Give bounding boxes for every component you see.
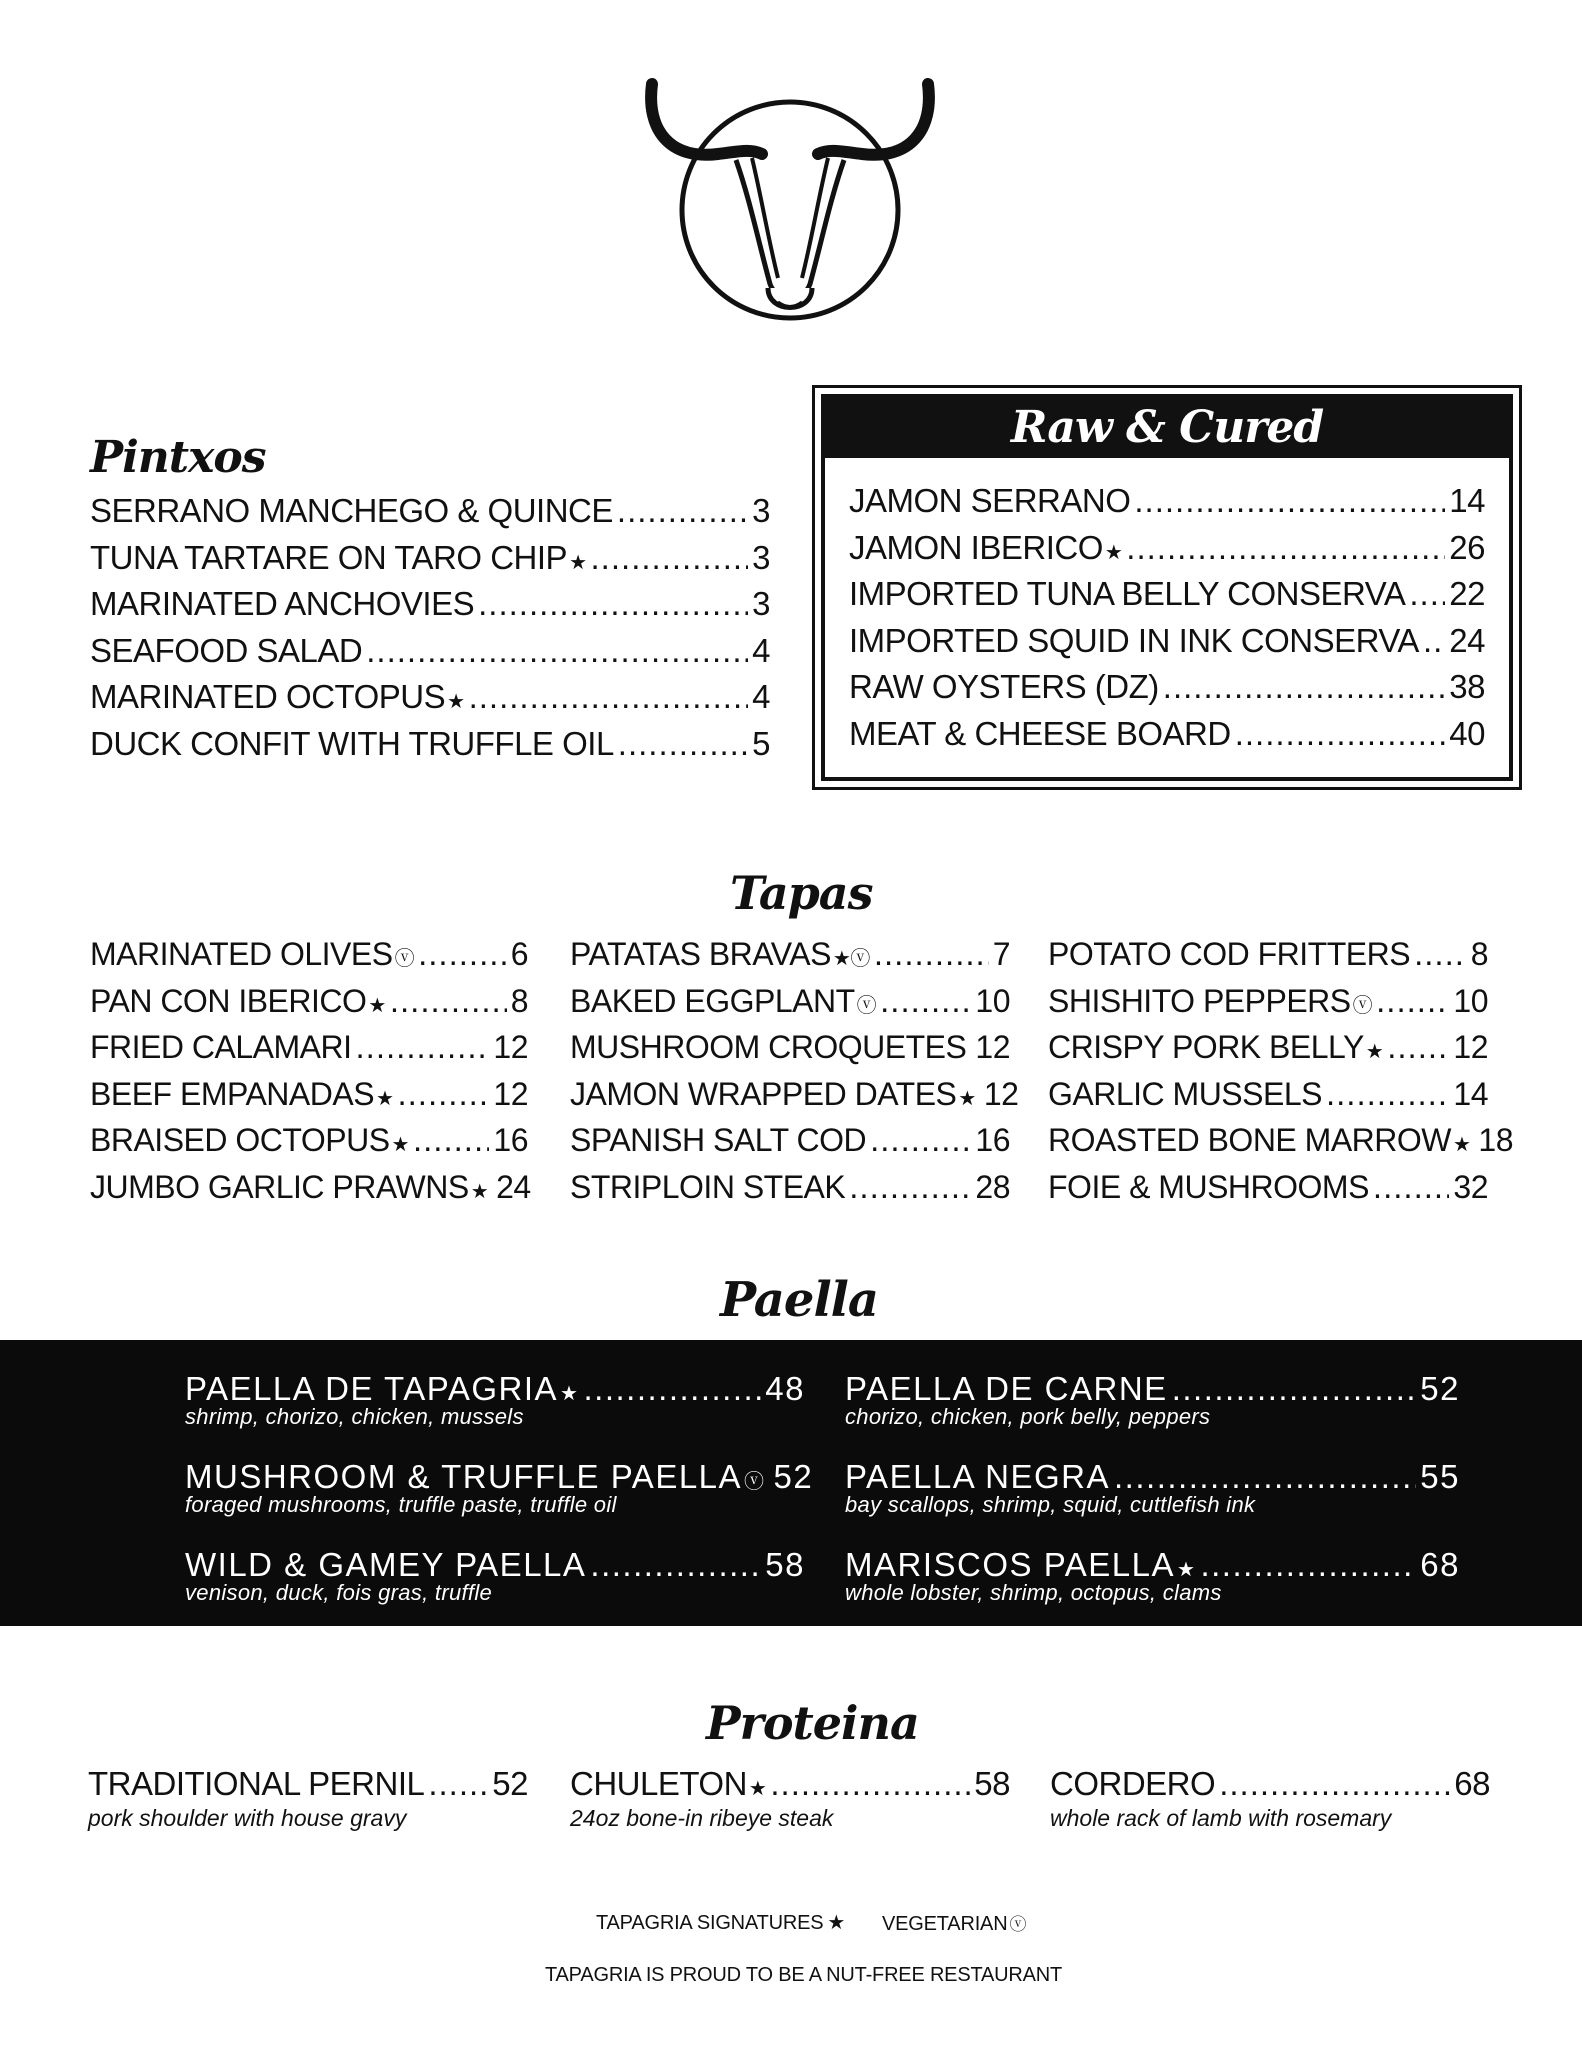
star-icon: ★	[1177, 1559, 1197, 1581]
item-price: 16	[493, 1122, 528, 1158]
star-icon: ★	[391, 1134, 409, 1156]
list-item	[849, 622, 1485, 669]
menu-item-line	[88, 1765, 528, 1803]
dot-leader	[1409, 575, 1445, 613]
dot-leader	[1172, 1370, 1417, 1408]
item-price: 3	[752, 538, 770, 576]
item-name: CHULETON	[570, 1765, 747, 1802]
list-item	[570, 982, 1010, 1029]
item-price: 10	[1453, 982, 1488, 1019]
item-name: MUSHROOM CROQUETES	[570, 1029, 967, 1065]
item-name: STRIPLOIN STEAK	[570, 1168, 846, 1205]
paella-item	[185, 1546, 805, 1606]
item-name: TRADITIONAL PERNIL	[88, 1765, 425, 1802]
item-price: 68	[1454, 1765, 1490, 1802]
item-description: whole lobster, shrimp, octopus, clams	[845, 1580, 1222, 1605]
menu-item-line	[185, 1458, 814, 1496]
paella-band	[0, 1340, 1582, 1626]
star-icon: ★	[470, 1180, 489, 1203]
raw-cured-title: Raw & Cured	[825, 398, 1509, 458]
item-description: pork shoulder with house gravy	[88, 1805, 407, 1831]
dot-leader	[390, 982, 507, 1020]
item-price: 38	[1449, 668, 1485, 705]
star-icon: ★	[827, 1912, 846, 1934]
paella-item	[845, 1370, 1460, 1430]
star-icon: ★	[748, 1778, 767, 1800]
dot-leader	[1414, 935, 1467, 973]
dot-leader	[583, 1370, 761, 1408]
list-item	[90, 492, 770, 539]
tapas-column-1	[90, 935, 531, 1214]
menu-item-line	[90, 1121, 528, 1159]
item-name: MEAT & CHEESE BOARD	[849, 714, 1231, 752]
menu-item-line	[845, 1458, 1460, 1496]
proteina-title: Proteina	[706, 1696, 919, 1750]
menu-item-line	[845, 1546, 1460, 1584]
item-price: 52	[492, 1765, 528, 1802]
item-price: 3	[752, 585, 770, 622]
item-name: PAELLA NEGRA	[845, 1458, 1111, 1495]
item-name: CORDERO	[1050, 1765, 1216, 1802]
item-description: venison, duck, fois gras, truffle	[185, 1580, 493, 1605]
dot-leader	[591, 539, 749, 577]
menu-item-line	[849, 668, 1485, 706]
dot-leader	[1423, 622, 1445, 660]
list-item	[570, 1075, 1019, 1122]
raw-cured-list	[849, 482, 1485, 761]
item-price: 22	[1449, 575, 1485, 612]
menu-item-line	[90, 1168, 531, 1206]
dot-leader	[428, 1765, 488, 1803]
menu-item-line	[570, 1168, 1010, 1206]
item-name: CRISPY PORK BELLY	[1048, 1029, 1364, 1065]
item-description: 24oz bone-in ribeye steak	[570, 1805, 834, 1831]
item-price: 24	[496, 1168, 531, 1205]
paella-item	[185, 1370, 805, 1430]
item-price: 26	[1449, 528, 1485, 566]
item-description: bay scallops, shrimp, squid, cuttlefish ink	[845, 1492, 1256, 1517]
menu-item-line	[185, 1370, 805, 1408]
menu-item-line	[1050, 1765, 1490, 1803]
dot-leader	[1163, 668, 1446, 706]
dot-leader	[1134, 482, 1445, 520]
bull-head-icon	[640, 70, 940, 340]
dot-leader	[874, 935, 989, 973]
item-price: 68	[1420, 1546, 1460, 1583]
proteina-item	[1050, 1765, 1490, 1832]
list-item	[849, 482, 1485, 529]
menu-item-line	[90, 935, 528, 973]
paella-item	[845, 1458, 1460, 1518]
item-price: 28	[975, 1168, 1010, 1205]
item-name: FOIE & MUSHROOMS	[1048, 1168, 1369, 1205]
list-item	[849, 715, 1485, 762]
paella-item	[845, 1546, 1460, 1606]
menu-item-line	[1048, 1121, 1513, 1159]
item-name: WILD & GAMEY PAELLA	[185, 1546, 587, 1583]
dot-leader	[617, 492, 748, 530]
item-name: PAELLA DE TAPAGRIA	[185, 1370, 559, 1407]
dot-leader	[1373, 1168, 1450, 1206]
dot-leader	[366, 632, 748, 670]
pintxos-title: Pintxos	[90, 432, 266, 483]
item-name: MARINATED ANCHOVIES	[90, 585, 475, 622]
list-item	[1048, 1121, 1513, 1168]
dot-leader	[1200, 1546, 1416, 1584]
item-name: GARLIC MUSSELS	[1048, 1075, 1322, 1112]
menu-item-line	[90, 678, 770, 716]
item-price: 52	[773, 1458, 814, 1495]
list-item	[90, 632, 770, 679]
item-name: SHISHITO PEPPERS	[1048, 982, 1351, 1019]
star-icon: ★	[376, 1087, 394, 1110]
tapas-title: Tapas	[730, 866, 873, 920]
tapas-column-3	[1048, 935, 1513, 1214]
item-price: 10	[975, 982, 1010, 1019]
item-name: JAMON IBERICO	[849, 528, 1103, 566]
list-item	[1048, 982, 1488, 1029]
paella-item	[185, 1458, 814, 1518]
item-price: 12	[975, 1029, 1010, 1065]
menu-item-line	[90, 1075, 528, 1113]
menu-item-line	[849, 529, 1485, 567]
item-price: 6	[510, 936, 528, 972]
menu-item-line	[1048, 1075, 1488, 1113]
item-price: 16	[975, 1122, 1010, 1158]
item-price: 18	[1478, 1122, 1513, 1158]
item-name: BAKED EGGPLANT	[570, 982, 855, 1019]
item-name: IMPORTED SQUID IN INK CONSERVA	[849, 621, 1419, 659]
dot-leader	[418, 935, 507, 973]
menu-item-line	[90, 982, 528, 1020]
menu-item-line	[570, 1121, 1010, 1159]
menu-item-line	[570, 1028, 1010, 1066]
item-price: 12	[493, 1075, 528, 1112]
dot-leader	[1114, 1458, 1416, 1496]
list-item	[1048, 935, 1488, 982]
list-item	[90, 982, 528, 1029]
star-icon: ★	[958, 1087, 976, 1110]
menu-item-line	[1048, 1028, 1488, 1066]
menu-item-line	[849, 575, 1485, 613]
item-name: BRAISED OCTOPUS	[90, 1122, 390, 1158]
item-price: 14	[1449, 482, 1485, 519]
v-circle-icon: ⓥ	[1352, 994, 1373, 1017]
raw-cured-box	[812, 385, 1522, 790]
item-price: 52	[1420, 1370, 1460, 1407]
item-price: 32	[1453, 1168, 1488, 1205]
list-item	[570, 935, 1010, 982]
proteina-item	[570, 1765, 1010, 1832]
list-item	[1048, 1075, 1488, 1122]
dot-leader	[355, 1028, 489, 1066]
item-name: BEEF EMPANADAS	[90, 1075, 375, 1112]
item-name: TUNA TARTARE ON TARO CHIP	[90, 538, 568, 576]
v-circle-icon: ⓥ	[744, 1471, 766, 1493]
list-item	[90, 539, 770, 586]
item-price: 48	[765, 1370, 805, 1407]
item-name: MARINATED OLIVES	[90, 936, 393, 972]
star-icon: ★	[447, 691, 465, 713]
dot-leader	[469, 678, 749, 716]
legend-signatures: TAPAGRIA SIGNATURES ★	[596, 1912, 846, 1934]
item-price: 24	[1449, 621, 1485, 659]
item-price: 8	[510, 982, 528, 1019]
dot-leader	[1235, 715, 1446, 753]
item-price: 55	[1420, 1458, 1460, 1495]
dot-leader	[849, 1168, 971, 1206]
dot-leader	[1126, 529, 1445, 567]
item-description: chorizo, chicken, pork belly, peppers	[845, 1404, 1211, 1429]
item-name: IMPORTED TUNA BELLY CONSERVA	[849, 575, 1406, 612]
dot-leader	[880, 982, 971, 1020]
list-item	[570, 1121, 1010, 1168]
item-name: MARISCOS PAELLA	[845, 1546, 1175, 1583]
list-item	[1048, 1028, 1488, 1075]
item-price: 3	[752, 492, 770, 529]
menu-item-line	[90, 492, 770, 530]
paella-title: Paella	[720, 1272, 879, 1328]
item-price: 4	[752, 631, 770, 669]
menu-item-line	[570, 982, 1010, 1020]
item-description: foraged mushrooms, truffle paste, truffle oil	[185, 1492, 617, 1517]
dot-leader	[1387, 1028, 1449, 1066]
item-price: 40	[1449, 714, 1485, 752]
menu-item-line	[1048, 1168, 1488, 1206]
menu-item-line	[90, 585, 770, 623]
dot-leader	[590, 1546, 761, 1584]
menu-item-line	[849, 482, 1485, 520]
menu-item-line	[845, 1370, 1460, 1408]
item-name: PAELLA DE CARNE	[845, 1370, 1168, 1407]
menu-item-line	[849, 622, 1485, 660]
list-item	[90, 1028, 528, 1075]
list-item	[849, 529, 1485, 576]
proteina-item	[88, 1765, 528, 1832]
star-icon: ★	[1104, 541, 1123, 564]
dot-leader	[478, 585, 748, 623]
item-name: MUSHROOM & TRUFFLE PAELLA	[185, 1458, 743, 1495]
item-name: FRIED CALAMARI	[90, 1029, 352, 1065]
v-circle-icon: ⓥ	[856, 994, 877, 1017]
legend-vegetarian: VEGETARIAN ⓥ	[882, 1913, 1027, 1935]
list-item	[90, 1121, 528, 1168]
menu-item-line	[849, 715, 1485, 753]
item-name: JAMON WRAPPED DATES	[570, 1075, 957, 1112]
item-price: 14	[1453, 1075, 1488, 1112]
menu-item-line	[570, 935, 1010, 973]
item-name: PAN CON IBERICO	[90, 982, 367, 1019]
list-item	[90, 678, 770, 725]
item-name: MARINATED OCTOPUS	[90, 678, 446, 715]
item-price: 8	[1470, 936, 1488, 972]
list-item	[1048, 1168, 1488, 1215]
dot-leader	[413, 1121, 489, 1159]
item-name: SEAFOOD SALAD	[90, 631, 363, 669]
dot-leader	[1219, 1765, 1450, 1803]
item-price: 7	[992, 936, 1010, 972]
item-description: shrimp, chorizo, chicken, mussels	[185, 1404, 524, 1429]
list-item	[90, 1168, 531, 1215]
item-name: PATATAS BRAVAS	[570, 936, 831, 972]
star-icon: ★	[1452, 1134, 1471, 1156]
item-price: 58	[974, 1765, 1010, 1802]
list-item	[570, 1168, 1010, 1215]
star-icon: ★	[368, 994, 386, 1017]
tapas-column-2	[570, 935, 1019, 1214]
item-name: JAMON SERRANO	[849, 482, 1131, 519]
item-description: whole rack of lamb with rosemary	[1050, 1805, 1392, 1831]
dot-leader	[870, 1121, 971, 1159]
menu-item-line	[90, 539, 770, 577]
list-item	[849, 668, 1485, 715]
item-name: ROASTED BONE MARROW	[1048, 1122, 1451, 1158]
menu-item-line	[570, 1075, 1019, 1113]
dot-leader	[397, 1075, 489, 1113]
item-name: RAW OYSTERS (DZ)	[849, 668, 1159, 705]
menu-item-line	[1048, 935, 1488, 973]
item-name: POTATO COD FRITTERS	[1048, 936, 1411, 972]
menu-item-line	[570, 1765, 1010, 1803]
dot-leader	[970, 1028, 971, 1066]
dot-leader	[1376, 982, 1449, 1020]
item-name: DUCK CONFIT WITH TRUFFLE OIL	[90, 724, 614, 762]
item-price: 58	[765, 1546, 805, 1583]
pintxos-list	[90, 492, 770, 771]
item-price: 5	[752, 724, 770, 762]
list-item	[90, 725, 770, 772]
dot-leader	[618, 725, 748, 763]
menu-item-line	[1048, 982, 1488, 1020]
item-price: 12	[983, 1075, 1019, 1112]
item-price: 12	[493, 1029, 528, 1065]
star-icon: ★ⓥ	[832, 948, 870, 970]
nut-free-notice: TAPAGRIA IS PROUD TO BE A NUT-FREE RESTAURANT	[545, 1964, 1063, 1986]
v-circle-icon: ⓥ	[394, 948, 415, 970]
list-item	[849, 575, 1485, 622]
item-name: JUMBO GARLIC PRAWNS	[90, 1168, 469, 1205]
star-icon: ★	[560, 1383, 580, 1405]
menu-item-line	[185, 1546, 805, 1584]
list-item	[90, 935, 528, 982]
dot-leader	[770, 1765, 970, 1803]
item-name: SPANISH SALT COD	[570, 1122, 867, 1158]
star-icon: ★	[569, 551, 587, 574]
menu-item-line	[90, 725, 770, 763]
v-circle-icon: ⓥ	[1009, 1915, 1027, 1934]
dot-leader	[1326, 1075, 1449, 1113]
list-item	[90, 585, 770, 632]
list-item	[90, 1075, 528, 1122]
list-item	[570, 1028, 1010, 1075]
menu-item-line	[90, 1028, 528, 1066]
star-icon: ★	[1365, 1041, 1384, 1063]
menu-item-line	[90, 632, 770, 670]
item-price: 4	[752, 678, 770, 715]
item-name: SERRANO MANCHEGO & QUINCE	[90, 492, 613, 529]
item-price: 12	[1453, 1029, 1488, 1065]
